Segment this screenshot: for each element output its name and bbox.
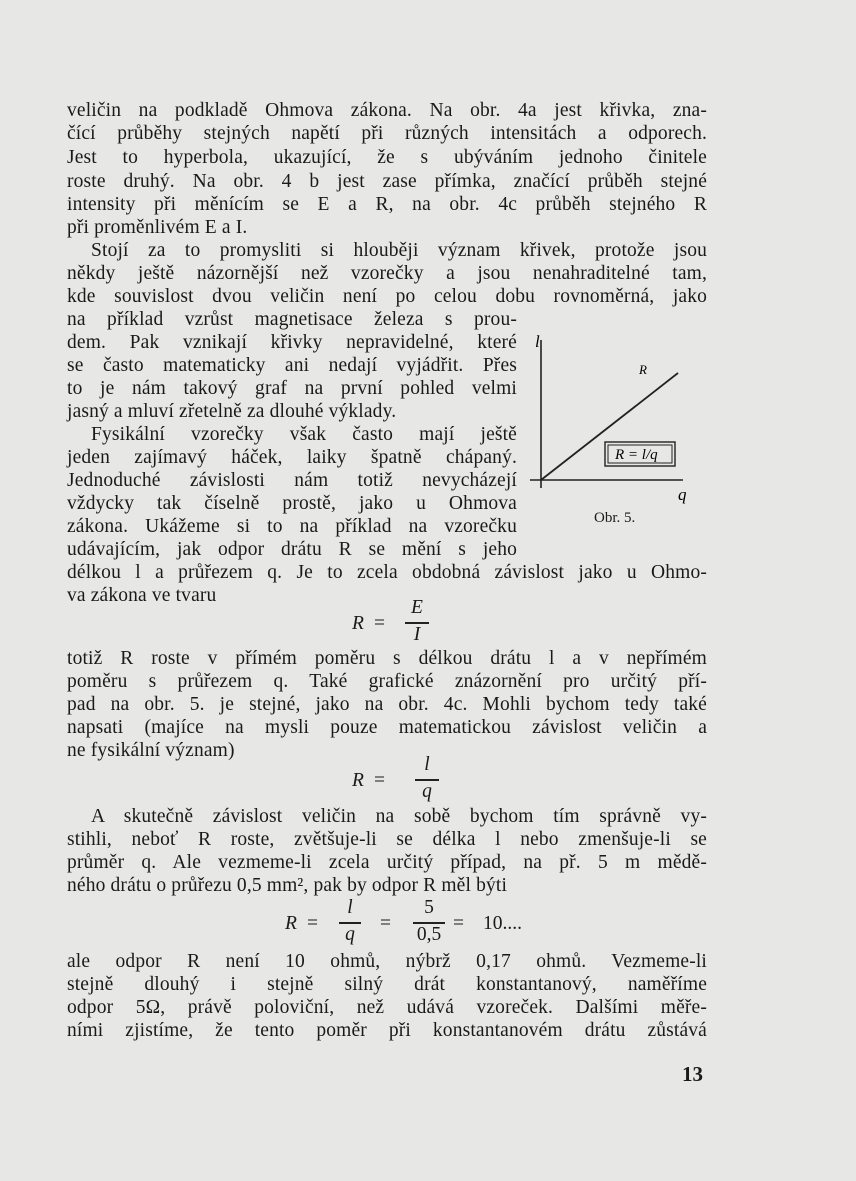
text-line: zákona. Ukážeme si to na příklad na vzorečku xyxy=(67,516,517,537)
text-line: intensity při měnícím se E a R, na obr. 4c průběh stejného R xyxy=(67,194,707,215)
figure-graph xyxy=(528,328,708,508)
text-line: ného drátu o průřezu 0,5 mm², pak by odpor R měl býti xyxy=(67,875,508,896)
formula-lhs: R xyxy=(285,913,297,934)
text-line: totiž R roste v přímém poměru s délkou drátu l a v nepřímém xyxy=(67,648,707,669)
text-line: pad na obr. 5. je stejné, jako na obr. 4c. Mohli bychom tedy také xyxy=(67,694,707,715)
text-line: průměr q. Ale vezmeme-li zcela určitý případ, na př. 5 m mědě- xyxy=(67,852,707,873)
formula-denominator: q xyxy=(422,781,432,802)
formula-result: 10.... xyxy=(483,913,522,934)
x-axis-label: q xyxy=(678,485,687,504)
text-line: Fysikální vzorečky však často mají ještě xyxy=(91,424,517,445)
box-formula-text: R = l/q xyxy=(615,447,658,463)
formula-equals: = xyxy=(453,913,464,934)
text-line: jeden zajímavý háček, laiky špatně chápaný. xyxy=(67,447,517,468)
text-line: to je nám takový graf na první pohled velmi xyxy=(67,378,517,399)
line-label: R xyxy=(639,362,647,377)
text-line: roste druhý. Na obr. 4 b jest zase přímka, značící průběh stejné xyxy=(67,171,707,192)
text-line: udávajícím, jak odpor drátu R se mění s jeho xyxy=(67,539,517,560)
text-line: odpor 5Ω, právě poloviční, než udává vzoreček. Dalšími měře- xyxy=(67,997,707,1018)
page-number: 13 xyxy=(682,1062,703,1086)
text-line: kde souvislost dvou veličin není po celou dobu rovnoměrná, jako xyxy=(67,286,707,307)
text-line: A skutečně závislost veličin na sobě bychom tím správně vy- xyxy=(91,806,707,827)
formula-numerator: E xyxy=(411,597,423,618)
text-line: ale odpor R není 10 ohmů, nýbrž 0,17 ohmů. Vezmeme-li xyxy=(67,951,707,972)
text-line: poměru s průřezem q. Také grafické znázornění pro určitý pří- xyxy=(67,671,707,692)
formula-equals: = xyxy=(380,913,391,934)
text-line: ními zjistíme, že tento poměr při konstantanovém drátu zůstává xyxy=(67,1020,707,1041)
text-line: někdy ještě názornější než vzorečky a jsou nenahraditelné tam, xyxy=(67,263,707,284)
y-axis-label: l xyxy=(535,332,540,351)
text-line: stejně dlouhý i stejně silný drát konstantanový, naměříme xyxy=(67,974,707,995)
text-line: Jednoduché závislosti nám totiž nevycházejí xyxy=(67,470,517,491)
formula-denominator: q xyxy=(345,924,355,945)
text-line: Jest to hyperbola, ukazující, že s ubýváním jednoho činitele xyxy=(67,147,707,168)
text-line: stihli, neboť R roste, zvětšuje-li se délka l nebo zmenšuje-li se xyxy=(67,829,707,850)
text-line: ne fysikální význam) xyxy=(67,740,235,761)
text-line: se často matematicky ani nedají vyjádřit. Přes xyxy=(67,355,517,376)
text-line: délkou l a průřezem q. Je to zcela obdobná závislost jako u Ohmo- xyxy=(67,562,707,583)
text-line: dem. Pak vznikají křivky nepravidelné, které xyxy=(67,332,517,353)
formula-lhs: R xyxy=(352,770,364,791)
formula-equals: = xyxy=(374,770,385,791)
text-line: va zákona ve tvaru xyxy=(67,585,217,606)
formula-numerator: 5 xyxy=(424,897,434,918)
formula-equals: = xyxy=(374,613,385,634)
text-line: čící průběhy stejných napětí při různých intensitách a odporech. xyxy=(67,123,707,144)
formula-denominator: I xyxy=(413,624,421,645)
text-line: na příklad vzrůst magnetisace železa s prou- xyxy=(67,309,517,330)
formula-numerator: l xyxy=(424,754,430,775)
text-line: jasný a mluví zřetelně za dlouhé výklady. xyxy=(67,401,397,422)
text-line: napsati (majíce na mysli pouze matematickou závislost veličin a xyxy=(67,717,707,738)
formula-lhs: R xyxy=(352,613,364,634)
text-line: vždycky tak číselně prostě, jako u Ohmova xyxy=(67,493,517,514)
text-line: veličin na podkladě Ohmova zákona. Na obr. 4a jest křivka, zna- xyxy=(67,100,707,121)
graph-line xyxy=(541,373,678,480)
text-line: při proměnlivém E a I. xyxy=(67,217,248,238)
text-line: Stojí za to promysliti si hlouběji význam křivek, protože jsou xyxy=(91,240,707,261)
formula-numerator: l xyxy=(347,897,353,918)
formula-equals: = xyxy=(307,913,318,934)
formula-denominator: 0,5 xyxy=(416,924,442,945)
figure-caption: Obr. 5. xyxy=(594,510,636,526)
